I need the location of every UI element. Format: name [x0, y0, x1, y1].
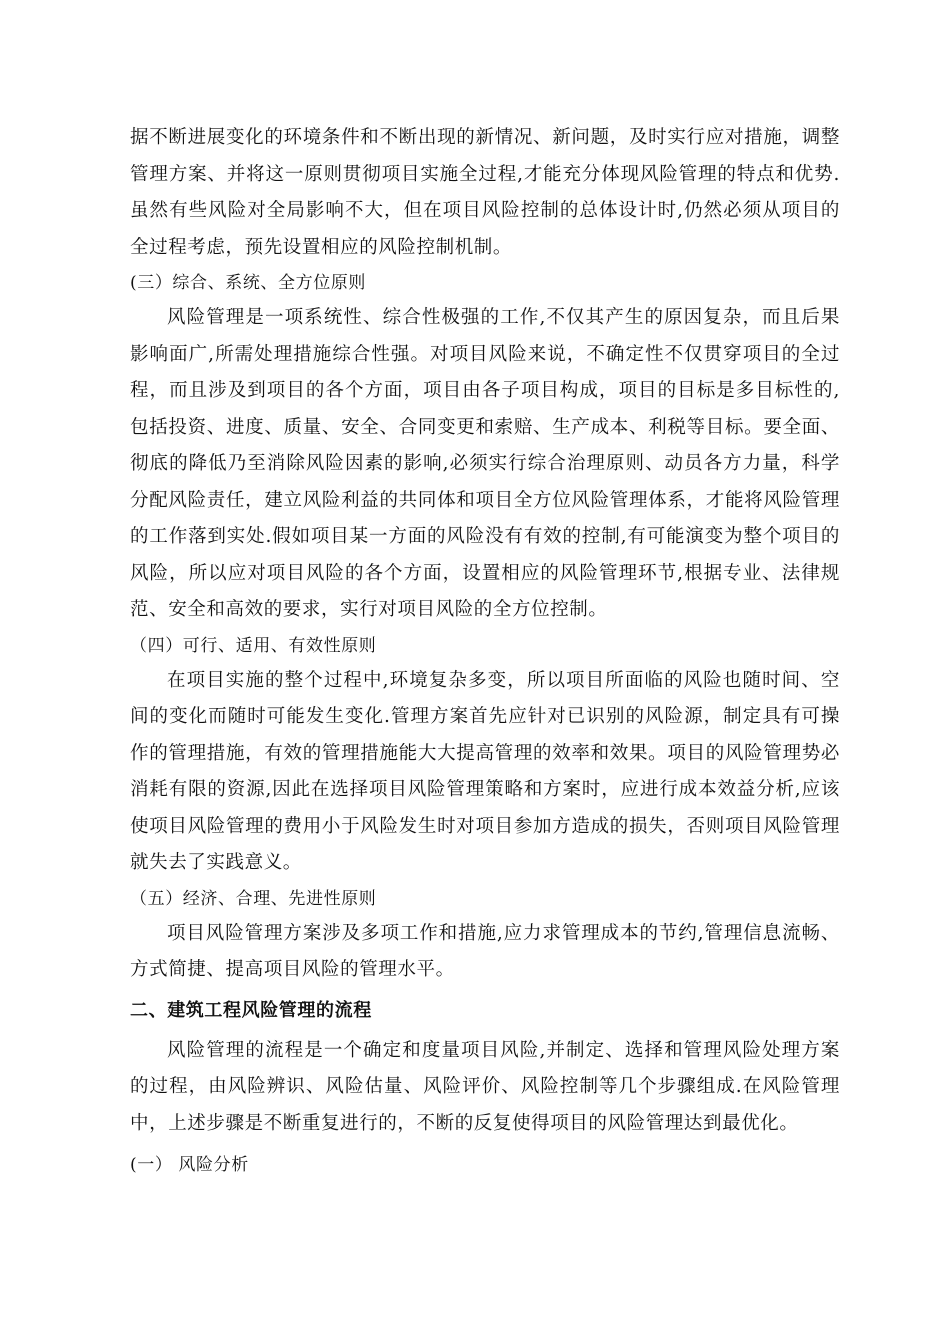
paragraph-comprehensive-principle: 风险管理是一项系统性、综合性极强的工作,不仅其产生的原因复杂，而且后果影响面广,所需处理措施综合性强。对项目风险来说，不确定性不仅贯穿项目的全过程，而且涉及到项目的各个方面，项目由各子项目构成，项目的目标是多目标性的,包括投资、进度、质量、安全、合同变更和索赔、生产成本、利税等目标。要全面、彻底的降低乃至消除风险因素的影响,必须实行综合治理原则、动员各方力量，科学分配风险责任，建立风险利益的共同体和项目全方位风险管理体系，才能将风险管理的工作落到实处.假如项目某一方面的风险没有有效的控制,有可能演变为整个项目的风险，所以应对项目风险的各个方面，设置相应的风险管理环节,根据专业、法律规范、安全和高效的要求，实行对项目风险的全方位控制。: [130, 307, 840, 620]
paragraph-economic-principle: 项目风险管理方案涉及多项工作和措施,应力求管理成本的节约,管理信息流畅、方式简捷、提高项目风险的管理水平。: [130, 922, 840, 980]
section-title-risk-process: 二、建筑工程风险管理的流程: [130, 999, 372, 1021]
subheading-economic-principle: （五）经济、合理、先进性原则: [130, 888, 377, 909]
document-page: [130, 120, 840, 1182]
subheading-comprehensive-principle: (三）综合、系统、全方位原则: [130, 273, 367, 293]
paragraph-continuation: 据不断进展变化的环境条件和不断出现的新情况、新问题，及时实行应对措施，调整管理方案、并将这一原则贯彻项目实施全过程,才能充分体现风险管理的特点和优势.虽然有些风险对全局影响不大，但在项目风险控制的总体设计时,仍然必须从项目的全过程考虑，预先设置相应的风险控制机制。: [130, 127, 840, 258]
paragraph-risk-process: 风险管理的流程是一个确定和度量项目风险,并制定、选择和管理风险处理方案的过程，由风险辨识、风险估量、风险评价、风险控制等几个步骤组成.在风险管理中，上述步骤是不断重复进行的，不断的反复使得项目的风险管理达到最优化。: [130, 1039, 840, 1134]
subheading-feasible-principle: （四）可行、适用、有效性原则: [130, 635, 377, 656]
subheading-risk-analysis: (一） 风险分析: [130, 1155, 249, 1175]
paragraph-feasible-principle: 在项目实施的整个过程中,环境复杂多变，所以项目所面临的风险也随时间、空间的变化而随时可能发生变化.管理方案首先应针对已识别的风险源，制定具有可操作的管理措施，有效的管理措施能大大提高管理的效率和效果。项目的风险管理势必消耗有限的资源,因此在选择项目风险管理策略和方案时，应进行成本效益分析,应该使项目风险管理的费用小于风险发生时对项目参加方造成的损失，否则项目风险管理就失去了实践意义。: [130, 669, 840, 873]
